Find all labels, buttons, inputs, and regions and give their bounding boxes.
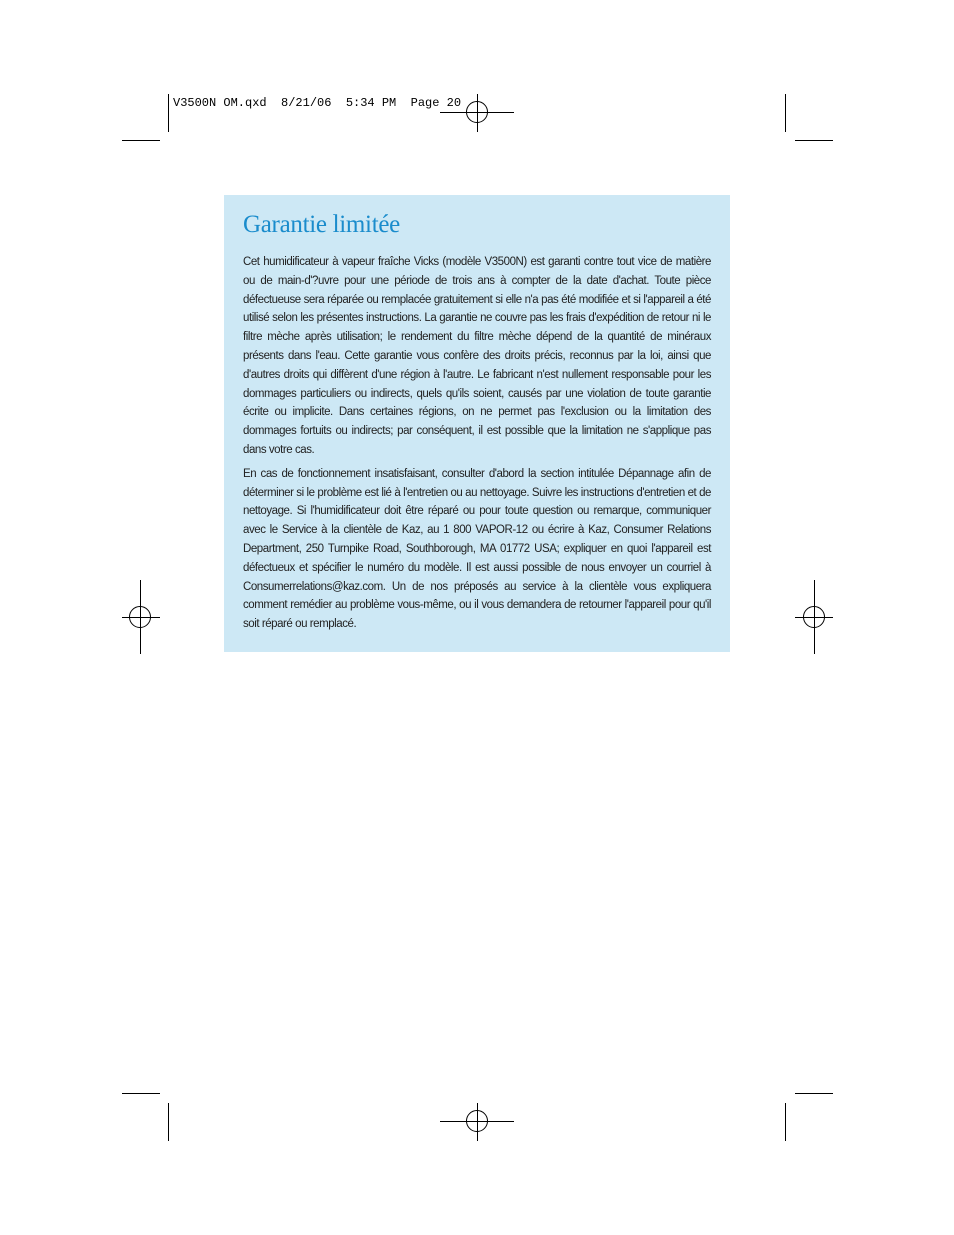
- warranty-panel: [224, 195, 730, 652]
- warranty-paragraph-2: En cas de fonctionnement insatisfaisant, consulter d'abord la section intitulée Dépannage afin de déterminer si le problème est lié à l'entretien ou au nettoyage. Suivre les instructions d'entretien et de nettoyage. Si l'humidificateur doit être réparé ou pour toute question ou remarque, communiquer avec le Service à la clientèle de Kaz, au 1 800 VAPOR-12 ou écrire à Kaz, Consumer Relations Department, 250 Turnpike Road, Southborough, MA 01772 USA; expliquer en quoi l'appareil est défectueux et spécifier le numéro du modèle. Il est aussi possible de nous envoyer un courriel à Consumerrelations@kaz.com. Un de nos préposés au service à la clientèle vous expliquera comment remédier au problème vous-même, ou il vous demandera de retourner l'appareil pour qu'il soit réparé ou remplacé.: [243, 467, 711, 631]
- warranty-paragraph-1: Cet humidificateur à vapeur fraîche Vicks (modèle V3500N) est garanti contre tout vice de matière ou de main-d'?uvre pour une période de trois ans à compter de la date d'achat. Toute pièce défectueuse sera réparée ou remplacée gratuitement si elle n'a pas été modifiée et si l'appareil a été utilisé selon les présentes instructions. La garantie ne couvre pas les frais d'expédition de retour ni le filtre mèche après utilisation; le rendement du filtre mèche dépend de la quantité de minéraux présents dans l'eau. Cette garantie vous confère des droits précis, reconnus par la loi, ainsi que d'autres droits qui diffèrent d'une région à l'autre. Le fabricant n'est nullement responsable pour les dommages particuliers ou indirects, quels qu'ils soient, causés par une violation de toute garantie écrite ou implicite. Dans certaines régions, on ne permet pas l'exclusion ou la limitation des dommages fortuits ou indirects; par conséquent, il est possible que la limitation ne s'applique pas dans votre cas.: [243, 256, 711, 456]
- print-slug: V3500N OM.qxd 8/21/06 5:34 PM Page 20: [173, 96, 462, 110]
- page-title: Garantie limitée: [243, 211, 400, 238]
